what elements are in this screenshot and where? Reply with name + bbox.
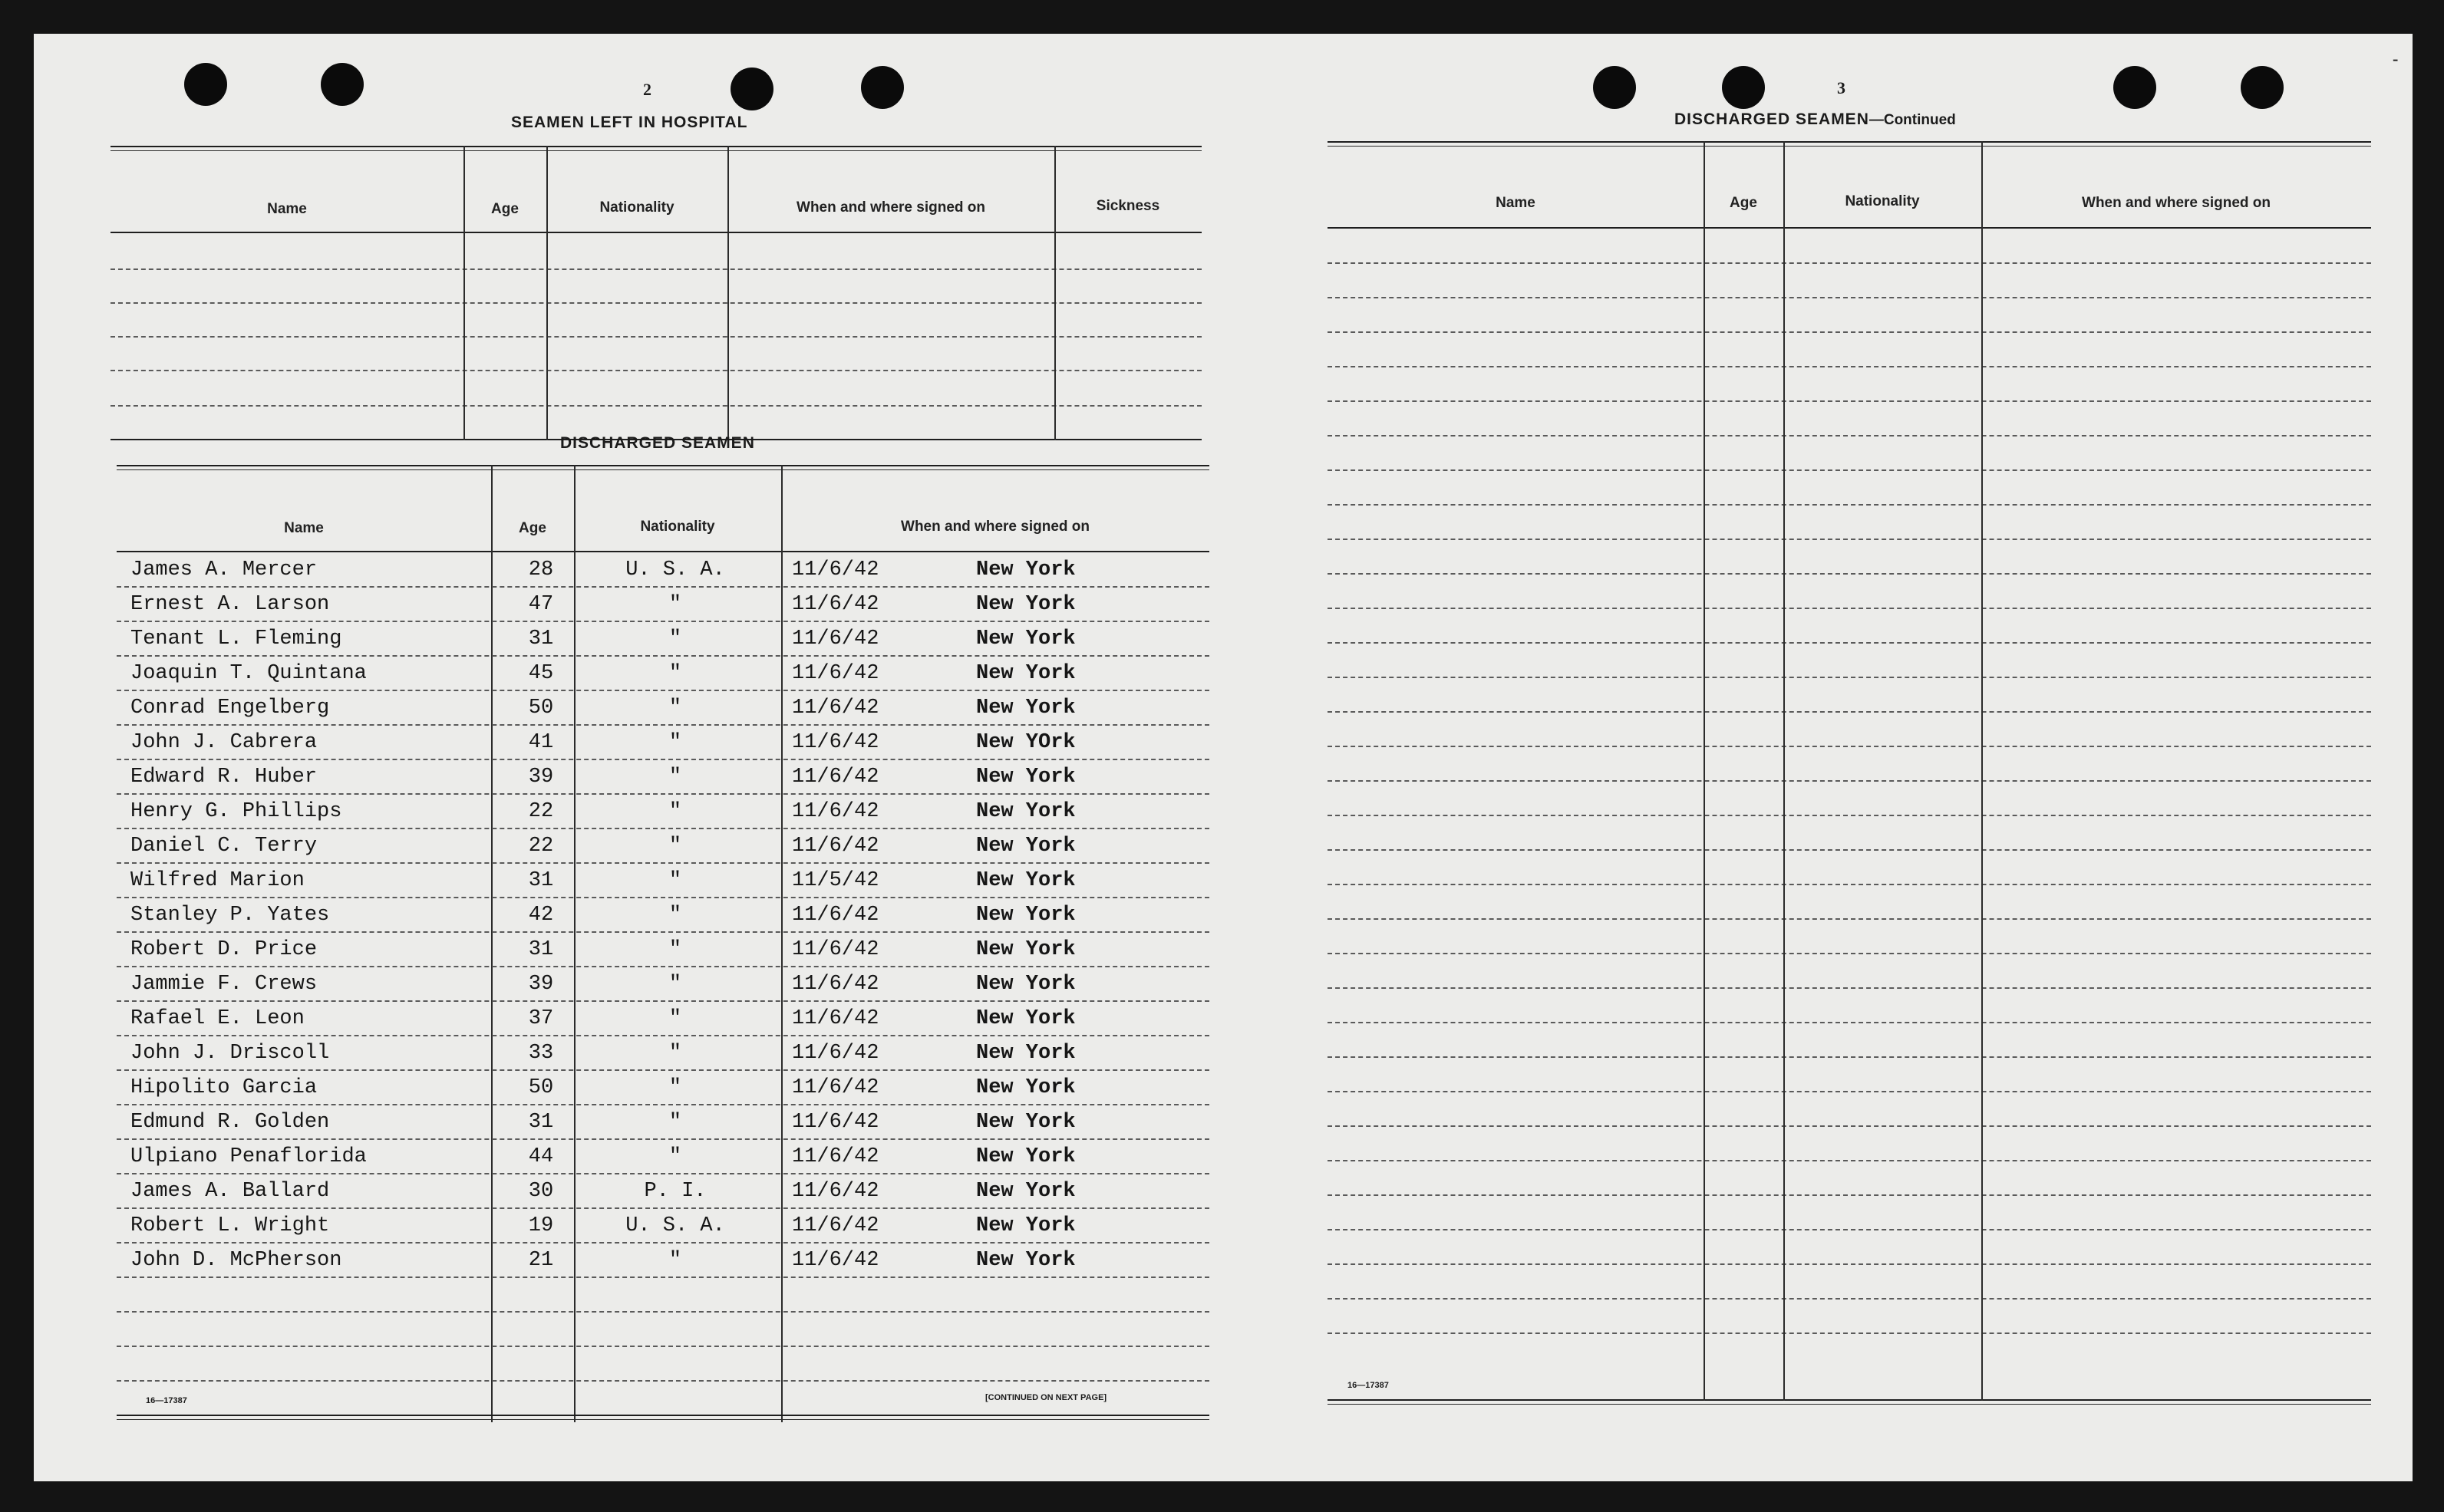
punch-hole xyxy=(1722,66,1765,109)
signed-on-place: New York xyxy=(976,973,1076,996)
column-header-name: Name xyxy=(1496,195,1535,211)
document-sheet xyxy=(34,34,2413,1481)
signed-on-date: 11/6/42 xyxy=(792,973,879,996)
table-row xyxy=(117,863,1209,898)
column-header-sickness: Sickness xyxy=(1096,198,1160,214)
signed-on-place: New York xyxy=(976,1111,1076,1134)
seaman-name: Henry G. Phillips xyxy=(130,800,342,823)
signed-on-place: New YOrk xyxy=(976,731,1076,754)
seaman-age: 19 xyxy=(528,1214,554,1237)
seaman-age: 42 xyxy=(528,904,554,927)
table-row xyxy=(117,898,1209,932)
signed-on-date: 11/6/42 xyxy=(792,766,879,789)
punch-hole xyxy=(2113,66,2156,109)
seaman-age: 50 xyxy=(528,697,554,720)
signed-on-place: New York xyxy=(976,697,1076,720)
table-row xyxy=(117,552,1209,587)
signed-on-date: 11/6/42 xyxy=(792,1214,879,1237)
column-header-nationality: Nationality xyxy=(599,199,674,216)
table-row xyxy=(117,656,1209,690)
table-row xyxy=(117,621,1209,656)
seaman-nationality: U. S. A. xyxy=(625,1214,725,1237)
seaman-nationality: " xyxy=(668,697,682,720)
seaman-name: Rafael E. Leon xyxy=(130,1007,305,1030)
seaman-nationality: " xyxy=(668,938,682,961)
seaman-nationality: " xyxy=(668,766,682,789)
seaman-name: Daniel C. Terry xyxy=(130,835,318,858)
table-row xyxy=(117,1174,1209,1208)
seaman-age: 22 xyxy=(528,800,554,823)
column-header-nationality: Nationality xyxy=(1845,193,1920,209)
seaman-age: 21 xyxy=(528,1249,554,1272)
signed-on-place: New York xyxy=(976,1249,1076,1272)
signed-on-date: 11/6/42 xyxy=(792,558,879,581)
signed-on-date: 11/6/42 xyxy=(792,1249,879,1272)
column-header-signed-on: When and where signed on xyxy=(2082,195,2271,211)
seaman-age: 31 xyxy=(528,1111,554,1134)
signed-on-place: New York xyxy=(976,869,1076,892)
signed-on-place: New York xyxy=(976,1042,1076,1065)
signed-on-date: 11/6/42 xyxy=(792,835,879,858)
signed-on-place: New York xyxy=(976,1180,1076,1203)
seaman-name: Conrad Engelberg xyxy=(130,697,330,720)
seaman-nationality: P. I. xyxy=(644,1180,707,1203)
table-row xyxy=(117,1036,1209,1070)
seaman-nationality: " xyxy=(668,869,682,892)
table-row xyxy=(117,1070,1209,1105)
signed-on-date: 11/6/42 xyxy=(792,1076,879,1099)
seaman-nationality: " xyxy=(668,1111,682,1134)
page-number-right: 3 xyxy=(1837,78,1845,97)
signed-on-date: 11/6/42 xyxy=(792,904,879,927)
signed-on-place: New York xyxy=(976,904,1076,927)
discharged-continued-title-suffix: —Continued xyxy=(1868,112,1956,128)
signed-on-place: New York xyxy=(976,628,1076,651)
signed-on-place: New York xyxy=(976,766,1076,789)
signed-on-date: 11/5/42 xyxy=(792,869,879,892)
continued-note: [CONTINUED ON NEXT PAGE] xyxy=(985,1393,1107,1402)
signed-on-place: New York xyxy=(976,662,1076,685)
seaman-name: Ernest A. Larson xyxy=(130,593,330,616)
seaman-nationality: " xyxy=(668,662,682,685)
seaman-name: Tenant L. Fleming xyxy=(130,628,342,651)
punch-hole xyxy=(184,63,227,106)
seaman-name: James A. Ballard xyxy=(130,1180,330,1203)
seaman-name: Robert L. Wright xyxy=(130,1214,330,1237)
signed-on-place: New York xyxy=(976,1007,1076,1030)
signed-on-place: New York xyxy=(976,558,1076,581)
seaman-nationality: " xyxy=(668,593,682,616)
table-row xyxy=(117,967,1209,1001)
seaman-age: 41 xyxy=(528,731,554,754)
signed-on-place: New York xyxy=(976,1214,1076,1237)
table-row xyxy=(117,932,1209,967)
seaman-name: Robert D. Price xyxy=(130,938,318,961)
seaman-nationality: " xyxy=(668,628,682,651)
table-row xyxy=(117,587,1209,621)
hospital-section-title: SEAMEN LEFT IN HOSPITAL xyxy=(511,114,748,131)
hospital-table xyxy=(110,146,1202,445)
seaman-name: John J. Driscoll xyxy=(130,1042,330,1065)
seaman-age: 47 xyxy=(528,593,554,616)
signed-on-date: 11/6/42 xyxy=(792,1180,879,1203)
table-row xyxy=(117,1001,1209,1036)
column-header-name: Name xyxy=(267,201,307,217)
seaman-age: 31 xyxy=(528,938,554,961)
seaman-age: 39 xyxy=(528,973,554,996)
seaman-nationality: " xyxy=(668,1007,682,1030)
punch-hole xyxy=(861,66,904,109)
seaman-age: 30 xyxy=(528,1180,554,1203)
seaman-nationality: " xyxy=(668,835,682,858)
signed-on-place: New York xyxy=(976,1145,1076,1168)
discharged-section-title: DISCHARGED SEAMEN xyxy=(560,434,755,452)
discharged-continued-title-main: DISCHARGED SEAMEN xyxy=(1674,110,1869,128)
seaman-age: 37 xyxy=(528,1007,554,1030)
signed-on-date: 11/6/42 xyxy=(792,1042,879,1065)
discharged-table xyxy=(117,465,1209,1424)
table-row xyxy=(117,690,1209,725)
column-header-age: Age xyxy=(519,520,546,536)
signed-on-place: New York xyxy=(976,593,1076,616)
signed-on-date: 11/6/42 xyxy=(792,1007,879,1030)
seaman-name: John J. Cabrera xyxy=(130,731,318,754)
seaman-age: 44 xyxy=(528,1145,554,1168)
seaman-age: 28 xyxy=(528,558,554,581)
signed-on-place: New York xyxy=(976,1076,1076,1099)
seaman-name: James A. Mercer xyxy=(130,558,318,581)
seaman-nationality: " xyxy=(668,800,682,823)
punch-hole xyxy=(1593,66,1636,109)
seaman-nationality: " xyxy=(668,973,682,996)
punch-hole xyxy=(731,68,773,110)
seaman-age: 31 xyxy=(528,628,554,651)
seaman-age: 45 xyxy=(528,662,554,685)
column-header-signed-on: When and where signed on xyxy=(797,199,985,216)
signed-on-date: 11/6/42 xyxy=(792,662,879,685)
seaman-nationality: " xyxy=(668,904,682,927)
table-row xyxy=(117,794,1209,828)
table-row xyxy=(117,759,1209,794)
seaman-name: Hipolito Garcia xyxy=(130,1076,318,1099)
seaman-nationality: " xyxy=(668,1145,682,1168)
seaman-age: 50 xyxy=(528,1076,554,1099)
form-number-left: 16—17387 xyxy=(146,1396,187,1405)
table-row xyxy=(117,1105,1209,1139)
edge-dash-mark: - xyxy=(2393,49,2399,68)
seaman-name: Jammie F. Crews xyxy=(130,973,318,996)
form-number-right: 16—17387 xyxy=(1347,1381,1389,1390)
seaman-name: Joaquin T. Quintana xyxy=(130,662,367,685)
column-header-nationality: Nationality xyxy=(640,519,715,535)
signed-on-date: 11/6/42 xyxy=(792,628,879,651)
table-row xyxy=(117,1243,1209,1277)
discharged-continued-table xyxy=(1328,141,2371,1407)
seaman-name: Edward R. Huber xyxy=(130,766,318,789)
discharged-continued-title xyxy=(1674,110,1956,129)
signed-on-date: 11/6/42 xyxy=(792,731,879,754)
signed-on-date: 11/6/42 xyxy=(792,593,879,616)
punch-hole xyxy=(321,63,364,106)
seaman-name: John D. McPherson xyxy=(130,1249,342,1272)
column-header-name: Name xyxy=(284,520,324,536)
signed-on-place: New York xyxy=(976,835,1076,858)
seaman-nationality: " xyxy=(668,1249,682,1272)
column-header-signed-on: When and where signed on xyxy=(901,519,1090,535)
seaman-nationality: U. S. A. xyxy=(625,558,725,581)
page-number-left: 2 xyxy=(643,80,651,99)
seaman-age: 31 xyxy=(528,869,554,892)
table-row xyxy=(117,1208,1209,1243)
column-header-age: Age xyxy=(491,201,519,217)
seaman-age: 22 xyxy=(528,835,554,858)
table-row xyxy=(117,828,1209,863)
signed-on-place: New York xyxy=(976,938,1076,961)
seaman-age: 33 xyxy=(528,1042,554,1065)
column-header-age: Age xyxy=(1730,195,1757,211)
seaman-name: Ulpiano Penaflorida xyxy=(130,1145,367,1168)
signed-on-date: 11/6/42 xyxy=(792,697,879,720)
signed-on-date: 11/6/42 xyxy=(792,1111,879,1134)
seaman-nationality: " xyxy=(668,1076,682,1099)
seaman-nationality: " xyxy=(668,731,682,754)
seaman-age: 39 xyxy=(528,766,554,789)
signed-on-place: New York xyxy=(976,800,1076,823)
seaman-name: Stanley P. Yates xyxy=(130,904,330,927)
table-row xyxy=(117,1139,1209,1174)
seaman-name: Wilfred Marion xyxy=(130,869,305,892)
signed-on-date: 11/6/42 xyxy=(792,938,879,961)
signed-on-date: 11/6/42 xyxy=(792,1145,879,1168)
signed-on-date: 11/6/42 xyxy=(792,800,879,823)
table-row xyxy=(117,725,1209,759)
punch-hole xyxy=(2241,66,2284,109)
seaman-name: Edmund R. Golden xyxy=(130,1111,330,1134)
seaman-nationality: " xyxy=(668,1042,682,1065)
